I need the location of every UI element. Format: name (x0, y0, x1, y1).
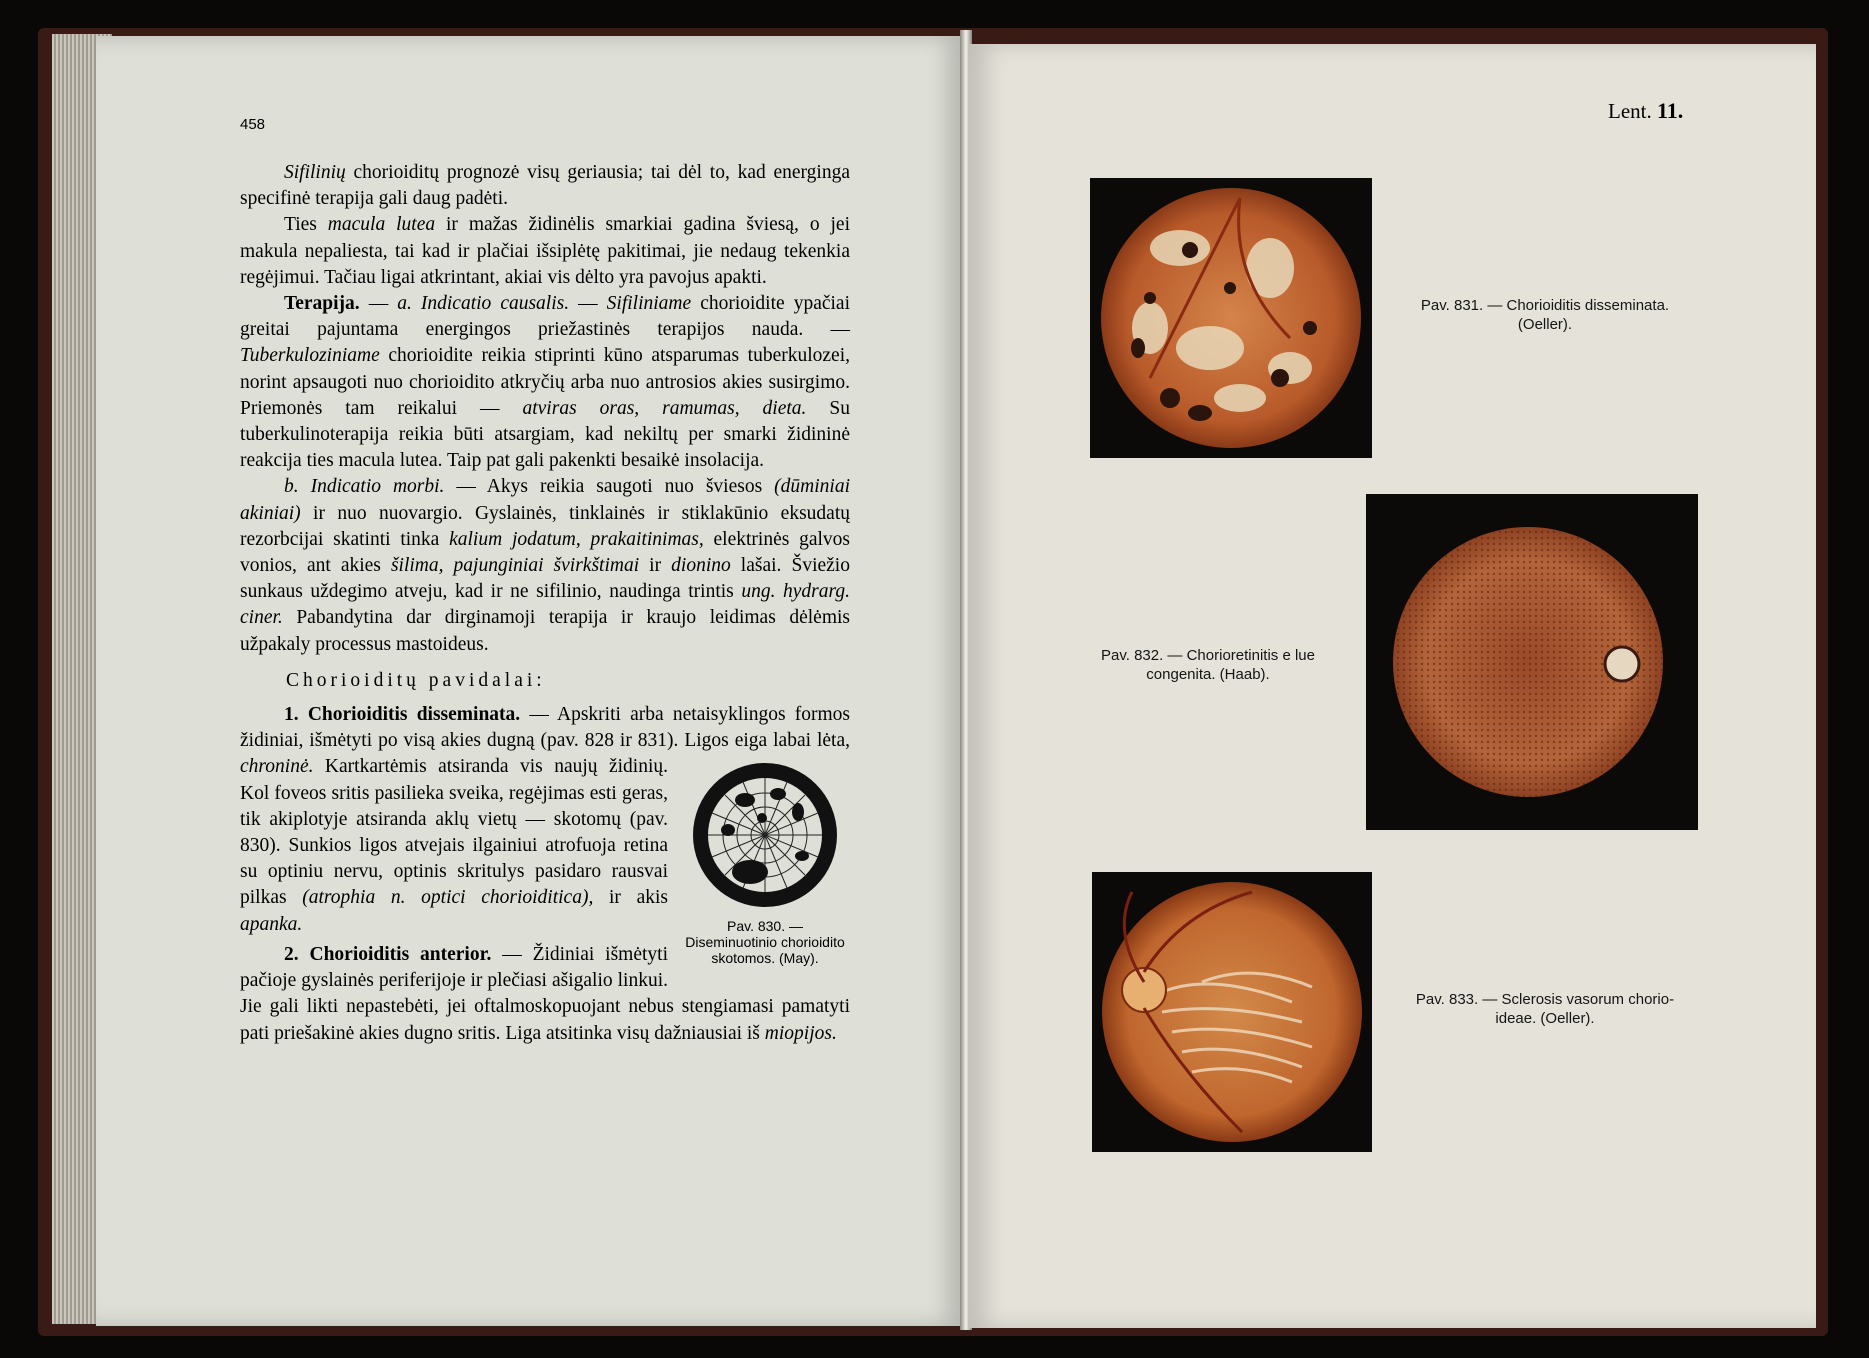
text-run: chorioidite reikia stiprinti kūno atsparumas tuberkulozei, norint apsaugoti nuo chorioidito atkryčių arba nuo antrosios akies susirgimo. Priemonės tam reikalui — (240, 345, 850, 419)
caption-line: congenita. (Haab). (1146, 666, 1270, 683)
italic-term: (atrophia n. optici chorioiditica), (302, 887, 594, 909)
left-page-text (240, 160, 850, 1047)
figure-831-caption (1390, 296, 1700, 334)
figure-832-caption (1076, 646, 1340, 684)
italic-term: a. Indicatio causalis. (397, 293, 570, 315)
paragraph (240, 291, 850, 474)
italic-term: atviras oras, ramumas, dieta. (522, 397, 807, 419)
text-run: — Židiniai išmėtyti pačioje gyslainės periferijoje ir plečiasi ašigalio linkui. Jie gali likti nepastebėti, jei oftalmoskopuojant nebus stengiamasi pamatyti pati priešakinė akies dugno sritis. Liga atsitinka visų dažniausiai iš (240, 943, 850, 1044)
caption-line: Pav. 832. — Chorioretinitis e lue (1101, 647, 1315, 664)
paragraph (240, 160, 850, 212)
caption-line: (Oeller). (1517, 316, 1573, 333)
italic-term: kalium jodatum, prakaitinimas, (449, 528, 704, 550)
figure-832-image (1366, 494, 1698, 830)
paragraph (240, 212, 850, 291)
text-run: Su tuberkulinoterapija reikia būti atsargiam, kad nekiltų per smarki židininė reakcija ties macula lutea. Taip pat gali pakenkti besaikė insolacija. (240, 397, 850, 472)
section-heading: Terapija. (284, 293, 360, 315)
section-heading: 1. Chorioiditis disseminata. (284, 704, 521, 726)
text-run: ir akis (593, 887, 668, 909)
italic-term: apanka. (240, 913, 303, 935)
italic-term: ung. hydrarg. ciner. (240, 581, 851, 629)
italic-term: Sifilinių (284, 162, 346, 183)
text-run: — (569, 293, 607, 315)
subheading: Chorioiditų pavidalai: (286, 669, 546, 691)
text-run: chorioiditų prognozė visų geriausia; tai dėl to, kad energinga specifinė terapija gali daug padėti. (240, 162, 850, 210)
plate-number: 11. (1656, 98, 1684, 123)
italic-term: b. Indicatio morbi. (284, 476, 445, 498)
plate-label (1608, 98, 1683, 124)
text-run: chorioidite ypačiai greitai pajuntama energingos priežastinės terapijos nauda. — (240, 293, 851, 341)
text-run: Kartkartėmis atsiranda vis naujų židinių. Kol foveos sritis pasilieka sveika, regėjimas esti geras, tik akiplotyje atsiranda aklų vietų — skotomų (pav. 830). Sunkios ligos atvejais ilgainiui atrofuoja retina su optiniu nervu, optinis skritulys pasidaro rausvai pilkas (240, 756, 668, 909)
text-run: — Apskriti arba netaisyklingos formos židiniai, išmėtyti po visą akies dugną (pav. 828 ir 831). Ligos eiga labai lėta, (240, 704, 850, 752)
italic-term: (dūminiai akiniai) (240, 476, 850, 524)
figure-833-caption (1390, 990, 1700, 1028)
text-run: — (359, 293, 398, 315)
text-run: Pabandytina dar dirginamoji terapija ir kraujo leidimas dėlėmis užpakaly processus mastoideus. (240, 607, 850, 655)
italic-term: dionino (671, 555, 731, 577)
text-run: ir nuo nuovargio. Gyslainės, tinklainės ir stiklakūnio eksudatų rezorbcijai skatinti tinka (240, 502, 850, 550)
text-run: ir (639, 555, 672, 577)
text-run: elektrinės galvos vonios, ant akies (240, 528, 851, 577)
italic-term: miopijos. (764, 1022, 837, 1044)
plate-label-text: Lent. (1608, 99, 1652, 123)
figure-830-caption: Pav. 830. — Diseminuotinio chorioidito skotomos. (May). (685, 918, 845, 967)
italic-term: chroninė. (240, 756, 314, 778)
caption-line: ideae. (Oeller). (1495, 1010, 1595, 1027)
caption-line: Pav. 831. — Chorioiditis disseminata. (1420, 297, 1670, 314)
paragraph (240, 474, 850, 657)
page-number: 458 (240, 116, 266, 133)
caption-line: Pav. 833. — Sclerosis vasorum chorio- (1415, 991, 1675, 1008)
italic-term: macula lutea (327, 214, 436, 236)
figure-830 (680, 760, 850, 966)
text-run: — Akys reikia saugoti nuo šviesos (444, 476, 775, 498)
figure-833-image (1092, 872, 1372, 1152)
text-run: Ties (284, 214, 328, 236)
section-heading: 2. Chorioiditis anterior. (284, 943, 492, 965)
italic-term: Tuberkuloziniame (240, 345, 380, 367)
text-run: ir mažas židinėlis smarkiai gadina šviesą, o jei makula nepaliesta, tai kad ir plačiai išsiplėtę pakitimai, jie nedaug tekenkia regėjimui. Tačiau ligai atkrintant, akiai vis dėlto yra pavojus apakti. (240, 214, 850, 288)
figure-831-image (1090, 178, 1372, 458)
text-run: lašai. Šviežio sunkaus uždegimo atveju, kad ir ne sifilinio, naudinga trintis (240, 555, 850, 603)
italic-term: Sifiliniame (606, 293, 692, 315)
scotoma-diagram (690, 760, 840, 910)
italic-term: šilima, pajunginiai švirkštimai (390, 555, 640, 577)
